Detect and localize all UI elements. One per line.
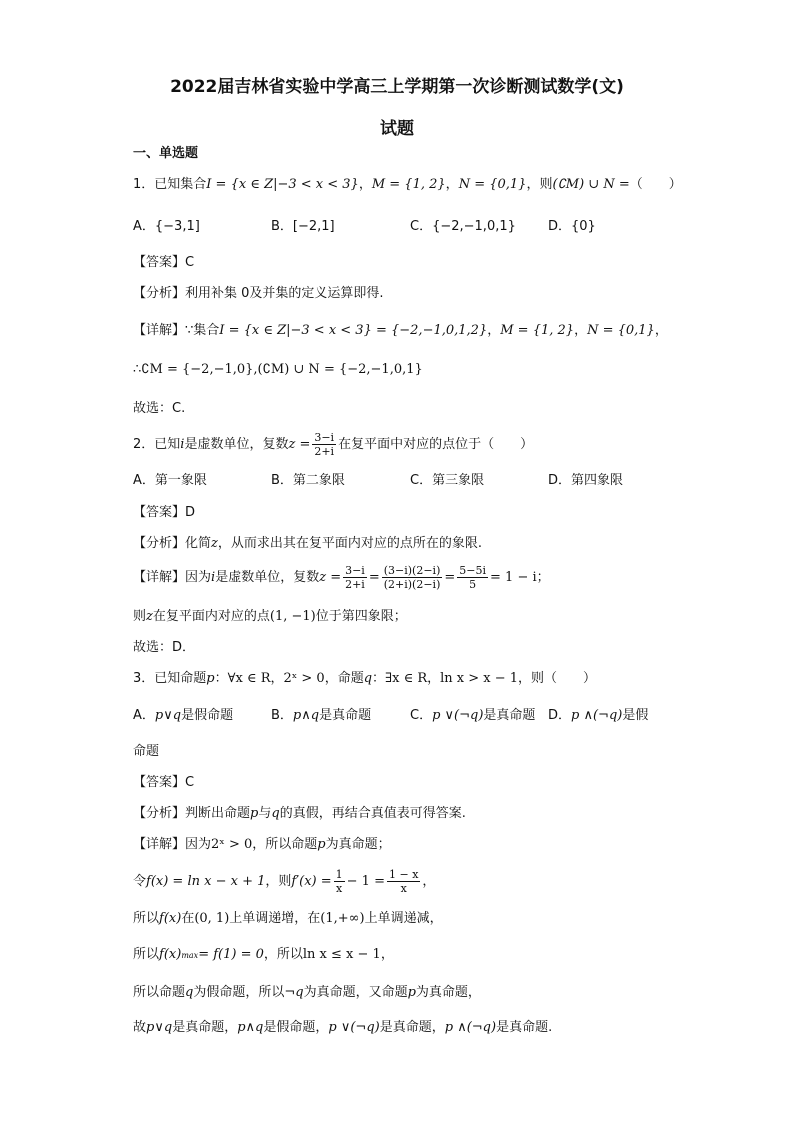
q1-detail: 【详解】∵集合I = {x ∈ Z|−3 < x < 3} = {−2,−1,0,1,2}，M = {1, 2}，N = {0,1}， <box>133 323 668 338</box>
q2-detail-line2: 则z在复平面内对应的点(1, −1)位于第四象限； <box>133 609 407 624</box>
q1-option-d: D．{0} <box>548 219 596 234</box>
q1-analysis: 【分析】利用补集 0及并集的定义运算即得. <box>133 286 384 301</box>
q3-detail-line2: 令f(x) = ln x − x + 1，则f′(x) = $\frac{1}{x}$ − 1 = $\frac{1 - x}{x}$ ， <box>133 868 436 895</box>
q1-answer: 【答案】C <box>133 255 195 270</box>
q3-detail-line5: 所以命题q为假命题，所以¬q为真命题，又命题p为真命题， <box>133 985 481 1000</box>
q2-option-a: A．第一象限 <box>133 473 207 488</box>
q2-option-d: D．第四象限 <box>548 473 624 488</box>
q1-detail-line2: ∴∁M = {−2,−1,0},(∁M) ∪ N = {−2,−1,0,1} <box>133 362 423 377</box>
q3-analysis: 【分析】判断出命题p与q的真假，再结合真值表可得答案. <box>133 806 466 821</box>
q2-analysis: 【分析】化简z，从而求出其在复平面内对应的点所在的象限. <box>133 536 483 551</box>
q1-option-a: A．{−3,1] <box>133 219 200 234</box>
q3-detail-line6: 故p∨q是真命题，p∧q是假命题，p ∨(¬q)是真命题，p ∧(¬q)是真命题. <box>133 1020 553 1035</box>
q2-option-c: C．第三象限 <box>410 473 485 488</box>
q1-option-c: C．{−2,−1,0,1} <box>410 219 516 234</box>
q3-detail-line3: 所以f(x)在(0, 1)上单调递增，在(1,+∞)上单调递减， <box>133 911 443 926</box>
question-2-stem: 2．已知i是虚数单位，复数z = $\frac{3-i}{2+i}$ 在复平面中对应的点位于（ ） <box>133 431 534 458</box>
question-3-stem: 3．已知命题p：∀x ∈ R，2ˣ > 0，命题q：∃x ∈ R，ln x > x − 1，则（ ） <box>133 671 597 686</box>
q3-answer: 【答案】C <box>133 775 195 790</box>
q2-conclusion: 故选：D． <box>133 640 196 655</box>
q3-option-c: C．p ∨(¬q)是真命题 <box>410 708 536 723</box>
q3-option-a: A．p∨q是假命题 <box>133 708 234 723</box>
q3-detail: 【详解】因为2ˣ > 0，所以命题p为真命题； <box>133 837 391 852</box>
q2-answer: 【答案】D <box>133 505 196 520</box>
q3-option-b: B．p∧q是真命题 <box>271 708 372 723</box>
section-heading: 一、单选题 <box>133 146 199 161</box>
q3-detail-line4: 所以f(x)max= f(1) = 0，所以ln x ≤ x − 1， <box>133 947 394 962</box>
q2-option-b: B．第二象限 <box>271 473 345 488</box>
q2-detail: 【详解】因为i是虚数单位，复数z = $\frac{3-i}{2+i}$ = $\frac{(3-i)(2-i)}{(2+i)(2-i)}$ = $\frac{5-5i}{5}$ = 1 − i； <box>133 564 550 591</box>
document-title: 2022届吉林省实验中学高三上学期第一次诊断测试数学(文) <box>170 77 624 97</box>
q3-option-d-cont: 命题 <box>133 744 160 759</box>
document-title-line2: 试题 <box>380 119 414 139</box>
q1-conclusion: 故选：C. <box>133 401 186 416</box>
q3-option-d: D．p ∧(¬q)是假 <box>548 708 649 723</box>
q1-option-b: B．[−2,1] <box>271 219 335 234</box>
question-1-stem: 1．已知集合I = {x ∈ Z|−3 < x < 3}，M = {1, 2}，N = {0,1}，则(∁M) ∪ N =（ ） <box>133 177 682 192</box>
